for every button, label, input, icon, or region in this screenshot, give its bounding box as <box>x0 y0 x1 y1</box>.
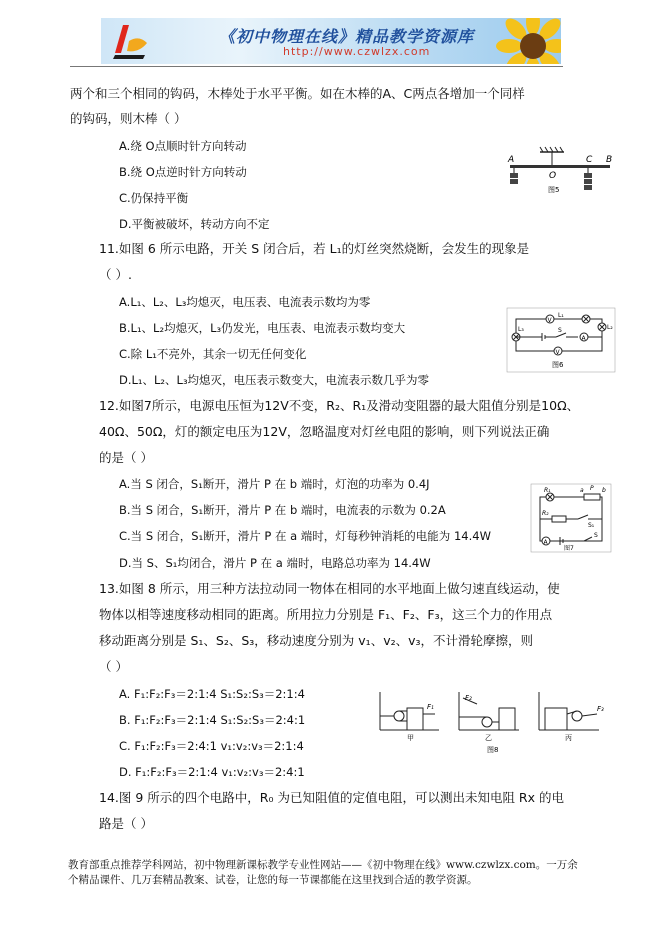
header-rule <box>70 66 563 67</box>
answer-option: B.当 S 闭合，S₁断开，滑片 P 在 b 端时，电流表的示数为 0.2A <box>119 503 446 517</box>
pulley-figure-8 <box>377 690 613 756</box>
ammeter-label: A <box>581 335 586 342</box>
question-text-line: 两个和三个相同的钩码，木棒处于水平平衡。如在木棒的A、C两点各增加一个同样 <box>70 86 525 101</box>
question-text-line: 移动距离分别是 S₁、S₂、S₃，移动速度分别为 v₁、v₂、v₃，不计滑轮摩擦，则 <box>99 633 534 648</box>
sunflower-icon <box>493 18 561 64</box>
r2-label: R₂ <box>542 510 549 517</box>
pivot-o-label: O <box>549 171 557 181</box>
point-a-label: a <box>580 487 584 494</box>
point-b-label: b <box>602 487 606 494</box>
answer-option: C.仍保持平衡 <box>119 191 189 205</box>
answer-option: D.平衡被破坏，转动方向不定 <box>119 217 270 231</box>
slider-p-label: P <box>590 485 594 492</box>
figure-6-caption: 图6 <box>552 361 564 369</box>
footer-line: 个精品课件、几万套精品教案、试卷，让您的每一节课都能在这里找到合适的教学资源。 <box>68 874 478 886</box>
answer-option: D.当 S、S₁均闭合，滑片 P 在 a 端时，电路总功率为 14.4W <box>119 556 431 570</box>
point-c-label: C <box>586 155 593 165</box>
answer-option: A.当 S 闭合，S₁断开，滑片 P 在 b 端时，灯泡的功率为 0.4J <box>119 477 430 491</box>
question-text-line: （ ）. <box>99 267 132 282</box>
question-text-line: 14.图 9 所示的四个电路中，R₀ 为已知阻值的定值电阻，可以测出未知电阻 Rx 的电 <box>99 790 564 805</box>
circuit-figure-6 <box>506 307 616 373</box>
lamp-l1-label: L₁ <box>558 312 564 319</box>
site-logo-icon <box>109 21 151 61</box>
answer-option: C.除 L₁不亮外，其余一切无任何变化 <box>119 347 307 361</box>
point-a-label: A <box>508 155 515 165</box>
force-f2-label: F₂ <box>465 694 472 702</box>
question-text-line: 40Ω、50Ω，灯的额定电压为12V，忽略温度对灯丝电阻的影响，则下列说法正确 <box>99 424 550 439</box>
figure-8-caption: 图8 <box>487 746 499 754</box>
question-text-line: 11.如图 6 所示电路，开关 S 闭合后，若 L₁的灯丝突然烧断，会发生的现象是 <box>99 241 530 256</box>
switch-s-label: S <box>558 327 562 334</box>
answer-option: D. F₁:F₂:F₃＝2:1:4 v₁:v₂:v₃＝2:4:1 <box>119 765 305 779</box>
answer-option: B.绕 O点逆时针方向转动 <box>119 165 247 179</box>
banner-url: http://www.czwlzx.com <box>283 45 431 58</box>
lamp-l3-label: L₃ <box>518 326 524 333</box>
answer-option: C.当 S 闭合，S₁断开，滑片 P 在 a 端时，灯每秒钟消耗的电能为 14.4W <box>119 529 491 543</box>
circuit-figure-7 <box>530 483 612 553</box>
lamp-l2-label: L₂ <box>607 324 613 331</box>
setup-bing-label: 丙 <box>565 734 572 742</box>
switch-s-label: S <box>594 532 598 539</box>
figure-5-caption: 图5 <box>548 186 560 194</box>
answer-option: D.L₁、L₂、L₃均熄灭，电压表示数变大，电流表示数几乎为零 <box>119 373 430 387</box>
answer-option: B. F₁:F₂:F₃＝2:1:4 S₁:S₂:S₃＝2:4:1 <box>119 713 306 727</box>
r1-label: R₁ <box>544 487 551 494</box>
lever-figure-5 <box>502 142 624 204</box>
force-f3-label: F₃ <box>597 705 604 713</box>
question-text-line: 路是（ ） <box>99 816 153 831</box>
setup-yi-label: 乙 <box>485 734 492 742</box>
header-banner <box>101 18 561 64</box>
question-text-line: （ ） <box>99 659 128 674</box>
page-footer <box>68 858 598 888</box>
banner-title: 《初中物理在线》精品教学资源库 <box>219 27 475 46</box>
setup-jia-label: 甲 <box>407 734 414 742</box>
answer-option: A.绕 O点顺时针方向转动 <box>119 139 247 153</box>
question-text-line: 的是（ ） <box>99 450 153 465</box>
answer-option: A.L₁、L₂、L₃均熄灭，电压表、电流表示数均为零 <box>119 295 371 309</box>
question-text-line: 13.如图 8 所示，用三种方法拉动同一物体在相同的水平地面上做匀速直线运动，使 <box>99 581 560 596</box>
force-f1-label: F₁ <box>427 703 434 711</box>
ammeter-label: A <box>543 539 548 546</box>
answer-option: B.L₁、L₂均熄灭，L₃仍发光，电压表、电流表示数均变大 <box>119 321 406 335</box>
switch-s1-label: S₁ <box>588 522 595 529</box>
answer-option: A. F₁:F₂:F₃＝2:1:4 S₁:S₂:S₃＝2:1:4 <box>119 687 305 701</box>
voltmeter-bottom-label: V <box>555 349 560 356</box>
footer-line: 教育部重点推荐学科网站，初中物理新课标教学专业性网站——《初中物理在线》www.czwlzx.com。一万余 <box>68 859 578 871</box>
question-text-line: 12.如图7所示，电源电压恒为12V不变，R₂、R₁及滑动变阻器的最大阻值分别是10Ω、 <box>99 398 580 413</box>
answer-option: C. F₁:F₂:F₃＝2:4:1 v₁:v₂:v₃＝2:1:4 <box>119 739 304 753</box>
question-text-line: 物体以相等速度移动相同的距离。所用拉力分别是 F₁、F₂、F₃，这三个力的作用点 <box>99 607 553 622</box>
point-b-label: B <box>606 155 613 165</box>
question-text-line: 的钩码，则木棒（ ） <box>70 111 187 126</box>
figure-7-caption: 图7 <box>564 545 574 552</box>
voltmeter-label: V <box>547 317 552 324</box>
